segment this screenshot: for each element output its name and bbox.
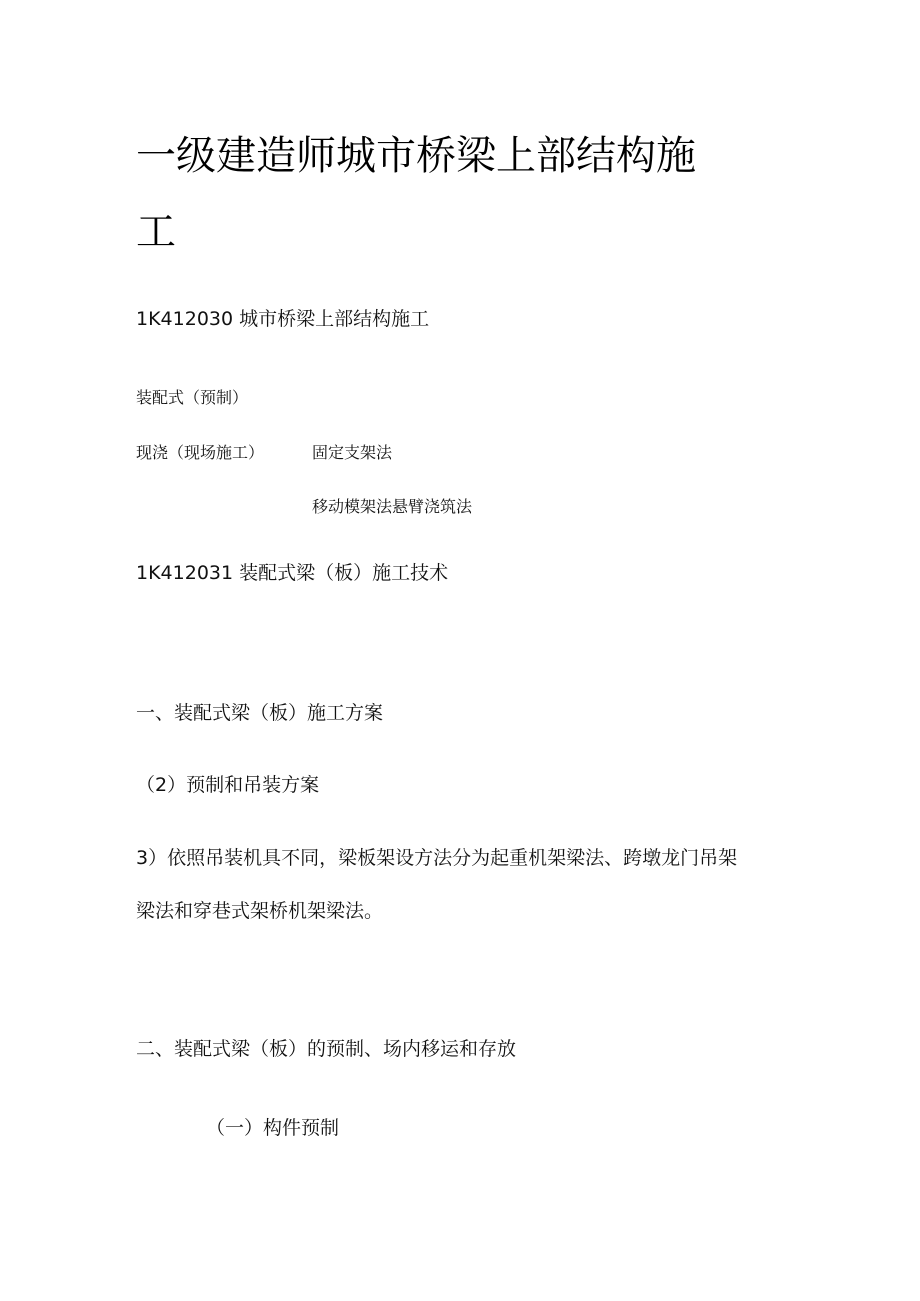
paragraph-three-line-1: 3）依照吊装机具不同，梁板架设方法分为起重机架梁法、跨墩龙门吊架 xyxy=(136,847,738,869)
document-title-line-1: 一级建造师城市桥梁上部结构施 xyxy=(136,133,696,179)
method-cast-in-place: 现浇（现场施工） xyxy=(136,443,265,462)
document-title-line-2: 工 xyxy=(136,209,176,255)
section-code-title: 1K412030 城市桥梁上部结构施工 xyxy=(136,308,430,330)
item-two: （2）预制和吊装方案 xyxy=(136,774,320,796)
paragraph-three-line-2: 梁法和穿巷式架桥机架梁法。 xyxy=(136,900,384,922)
heading-two: 二、装配式梁（板）的预制、场内移运和存放 xyxy=(136,1038,517,1060)
method-assembled: 装配式（预制） xyxy=(136,388,249,407)
method-moving-formwork: 移动模架法悬臂浇筑法 xyxy=(312,497,473,516)
method-fixed-support: 固定支架法 xyxy=(312,443,393,462)
sub-heading-one: （一）构件预制 xyxy=(206,1117,340,1139)
subsection-code-title: 1K412031 装配式梁（板）施工技术 xyxy=(136,562,449,584)
heading-one: 一、装配式梁（板）施工方案 xyxy=(136,702,384,724)
